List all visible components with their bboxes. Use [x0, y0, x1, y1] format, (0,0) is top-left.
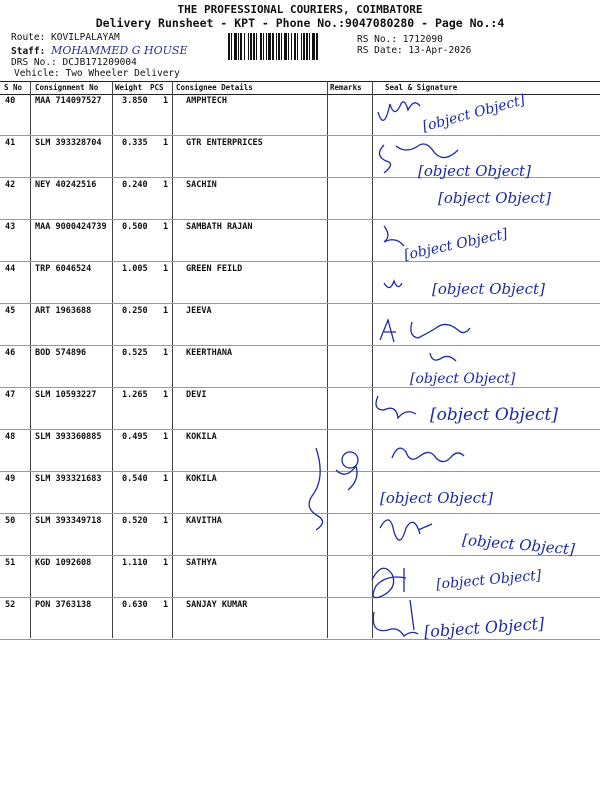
weight-cell: 0.250: [122, 306, 148, 316]
vehicle-label: Vehicle: Two Wheeler Delivery: [14, 68, 180, 79]
weight-cell: 0.240: [122, 180, 148, 190]
consignment-cell: TRP 6046524: [35, 264, 92, 274]
barcode-bars: [228, 33, 318, 60]
staff-label: Staff:: [11, 46, 46, 57]
weight-cell: 0.630: [122, 600, 148, 610]
table-row: [0, 429, 600, 472]
sno-cell: 45: [5, 306, 16, 316]
weight-cell: 0.540: [122, 474, 148, 484]
weight-cell: 0.525: [122, 348, 148, 358]
table-row: [0, 555, 600, 598]
staff-line: [11, 44, 187, 57]
barcode-bar: [250, 33, 252, 60]
rs-number: RS No.: 1712090: [357, 34, 443, 45]
barcode-bar: [312, 33, 315, 60]
weight-cell: 0.495: [122, 432, 148, 442]
handwritten-note: [object Object]: [438, 189, 551, 207]
staff-value: MOHAMMED G HOUSE: [51, 44, 188, 57]
barcode-bar: [284, 33, 287, 60]
barcode-bar: [281, 33, 282, 60]
barcode-bar: [316, 33, 318, 60]
barcode-bar: [240, 33, 242, 60]
consignee-cell: DEVI: [186, 390, 207, 400]
barcode-bar: [244, 33, 245, 60]
handwritten-phone: [object Object]: [432, 280, 545, 298]
consignee-cell: GREEN FEILD: [186, 264, 243, 274]
col-remarks: Remarks: [330, 83, 362, 92]
rs-date: RS Date: 13-Apr-2026: [357, 45, 472, 56]
barcode-bar: [231, 33, 232, 60]
consignee-cell: KOKILA: [186, 474, 217, 484]
table-row: [0, 303, 600, 346]
sno-cell: 44: [5, 264, 16, 274]
pcs-cell: 1: [163, 516, 169, 526]
handwritten-phone: [object Object]: [430, 405, 558, 425]
barcode-bar: [266, 33, 267, 60]
pcs-cell: 1: [163, 600, 169, 610]
barcode-bar: [294, 33, 296, 60]
pcs-cell: 1: [163, 306, 169, 316]
consignment-cell: ART 1963688: [35, 306, 92, 316]
sno-cell: 41: [5, 138, 16, 148]
consignment-cell: KGD 1092608: [35, 558, 92, 568]
handwritten-phone: [object Object]: [423, 613, 545, 642]
weight-cell: 1.265: [122, 390, 148, 400]
sno-cell: 51: [5, 558, 16, 568]
barcode-bar: [238, 33, 239, 60]
consignee-cell: SACHIN: [186, 180, 217, 190]
handwritten-phone: [object Object]: [435, 567, 542, 593]
col-pcs: PCS: [150, 83, 164, 92]
table-row: [0, 135, 600, 178]
sno-cell: 46: [5, 348, 16, 358]
sno-cell: 50: [5, 516, 16, 526]
consignment-cell: NEY 40242516: [35, 180, 97, 190]
pcs-cell: 1: [163, 264, 169, 274]
table-row: [0, 471, 600, 514]
pcs-cell: 1: [163, 222, 169, 232]
table-row: [0, 597, 600, 640]
col-consignee: Consignee Details: [176, 83, 253, 92]
table-row: [0, 219, 600, 262]
consignee-cell: SATHYA: [186, 558, 217, 568]
sno-cell: 42: [5, 180, 16, 190]
barcode: [228, 33, 353, 60]
pcs-cell: 1: [163, 474, 169, 484]
weight-cell: 0.335: [122, 138, 148, 148]
handwritten-phone: [object Object]: [402, 226, 510, 264]
pcs-cell: 1: [163, 390, 169, 400]
barcode-bar: [278, 33, 280, 60]
handwritten-phone: [object Object]: [461, 530, 576, 559]
barcode-bar: [291, 33, 292, 60]
sno-cell: 49: [5, 474, 16, 484]
table-row: [0, 177, 600, 220]
consignee-cell: GTR ENTERPRICES: [186, 138, 263, 148]
consignment-cell: SLM 393321683: [35, 474, 102, 484]
barcode-bar: [301, 33, 302, 60]
handwritten-note: [object Object]: [420, 92, 527, 135]
route-label: Route: KOVILPALAYAM: [11, 32, 120, 43]
barcode-bar: [260, 33, 262, 60]
handwritten-phone: [object Object]: [410, 371, 516, 387]
col-weight: Weight: [115, 83, 143, 92]
drs-number: DRS No.: DCJB171209004: [11, 57, 137, 68]
col-sno: S No: [4, 83, 23, 92]
sno-cell: 52: [5, 600, 16, 610]
consignee-cell: SAMBATH RAJAN: [186, 222, 253, 232]
weight-cell: 1.110: [122, 558, 148, 568]
consignee-cell: KAVITHA: [186, 516, 222, 526]
consignment-cell: MAA 714097527: [35, 96, 102, 106]
barcode-bar: [272, 33, 274, 60]
sno-cell: 40: [5, 96, 16, 106]
pcs-cell: 1: [163, 96, 169, 106]
barcode-bar: [256, 33, 257, 60]
pcs-cell: 1: [163, 558, 169, 568]
barcode-bar: [303, 33, 305, 60]
consignment-cell: MAA 9000424739: [35, 222, 107, 232]
pcs-cell: 1: [163, 180, 169, 190]
barcode-bar: [234, 33, 237, 60]
consignee-cell: JEEVA: [186, 306, 212, 316]
barcode-bar: [309, 33, 310, 60]
company-title: THE PROFESSIONAL COURIERS, COIMBATORE: [177, 3, 423, 16]
barcode-bar: [253, 33, 255, 60]
consignee-cell: AMPHTECH: [186, 96, 227, 106]
table-row: [0, 261, 600, 304]
barcode-bar: [248, 33, 249, 60]
runsheet-subtitle: Delivery Runsheet - KPT - Phone No.:9047080280 - Page No.:4: [95, 16, 505, 30]
weight-cell: 3.850: [122, 96, 148, 106]
consignee-cell: SANJAY KUMAR: [186, 600, 248, 610]
col-consignment: Consignment No: [35, 83, 99, 92]
table-row: [0, 513, 600, 556]
col-signature: Seal & Signature: [385, 83, 458, 92]
pcs-cell: 1: [163, 348, 169, 358]
sno-cell: 43: [5, 222, 16, 232]
barcode-bar: [228, 33, 230, 60]
sno-cell: 47: [5, 390, 16, 400]
barcode-bar: [263, 33, 264, 60]
consignee-cell: KOKILA: [186, 432, 217, 442]
consignment-cell: BOD 574896: [35, 348, 87, 358]
barcode-bar: [276, 33, 277, 60]
consignment-cell: SLM 10593227: [35, 390, 97, 400]
table-row: [0, 345, 600, 388]
barcode-bar: [306, 33, 308, 60]
barcode-bar: [288, 33, 289, 60]
consignment-cell: SLM 393349718: [35, 516, 102, 526]
weight-cell: 0.520: [122, 516, 148, 526]
table-row: [0, 93, 600, 136]
weight-cell: 1.005: [122, 264, 148, 274]
table-row: [0, 387, 600, 430]
pcs-cell: 1: [163, 432, 169, 442]
consignment-cell: SLM 393328704: [35, 138, 102, 148]
barcode-bar: [297, 33, 298, 60]
consignee-cell: KEERTHANA: [186, 348, 233, 358]
consignment-cell: SLM 393360885: [35, 432, 102, 442]
handwritten-phone: [object Object]: [380, 489, 493, 507]
weight-cell: 0.500: [122, 222, 148, 232]
handwritten-phone: [object Object]: [418, 162, 531, 180]
sno-cell: 48: [5, 432, 16, 442]
barcode-bar: [268, 33, 271, 60]
consignment-cell: PON 3763138: [35, 600, 92, 610]
pcs-cell: 1: [163, 138, 169, 148]
